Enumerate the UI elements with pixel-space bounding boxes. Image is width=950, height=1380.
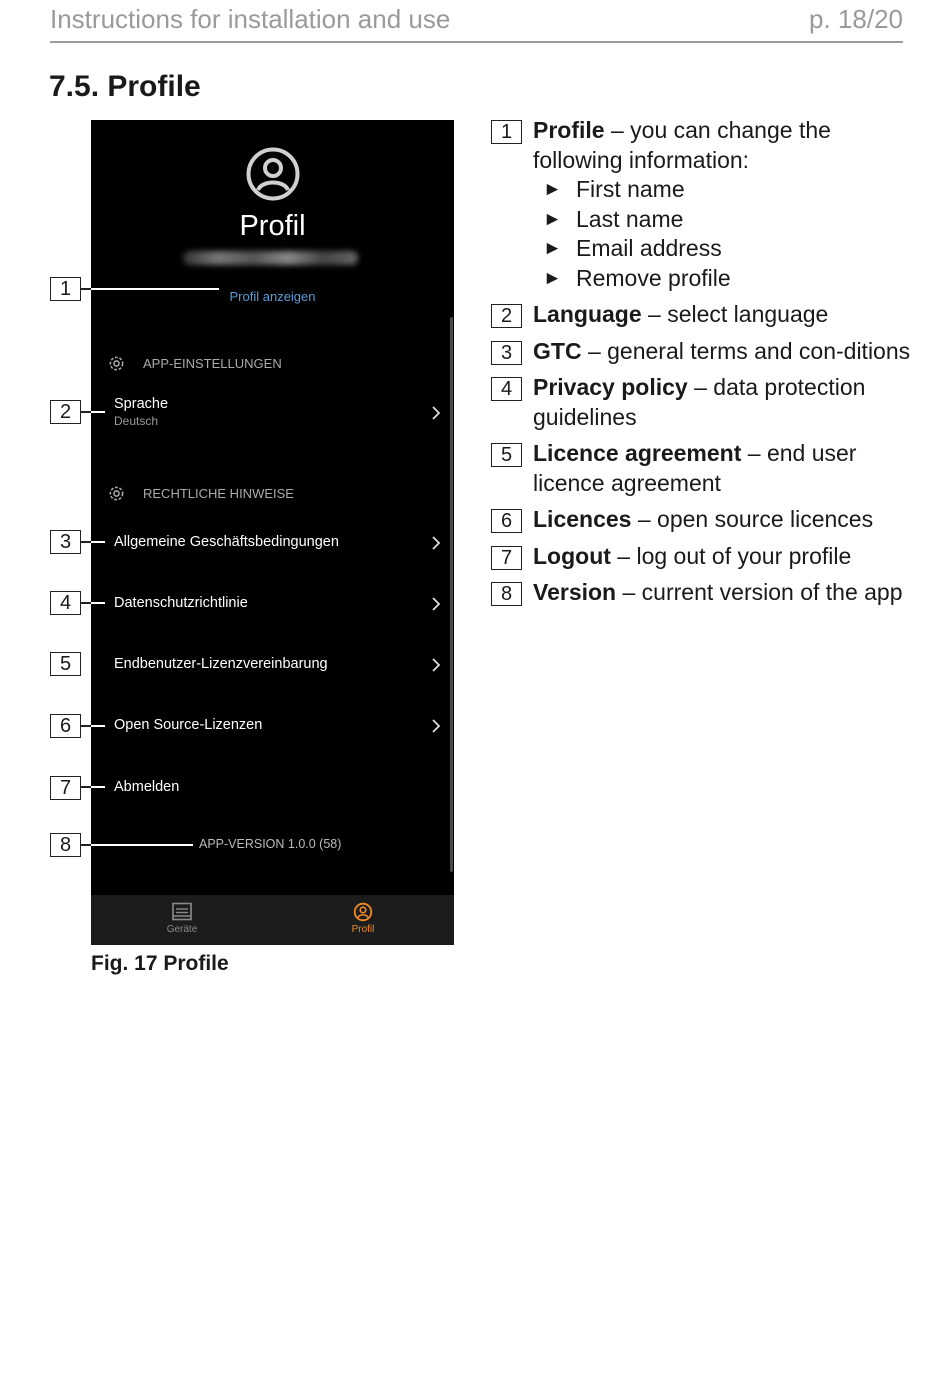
description-number: 7: [491, 546, 522, 570]
description-term: Licences: [533, 506, 632, 532]
chevron-right-icon: [431, 536, 441, 550]
figure-caption: Fig. 17 Profile: [91, 952, 229, 975]
description-item: [491, 578, 911, 608]
description-item: [491, 373, 911, 432]
list-item: ► Remove profile: [533, 264, 911, 294]
bullet-arrow-icon: ►: [543, 267, 562, 289]
description-text: – log out of your profile: [610, 542, 852, 569]
language-row[interactable]: [114, 396, 444, 428]
description-text: – open source licences: [631, 506, 874, 532]
description-term: GTC: [533, 337, 582, 364]
chevron-right-icon: [431, 719, 441, 733]
description-number: 5: [491, 443, 522, 467]
legal-section: [107, 484, 294, 503]
callout-7: 7: [50, 776, 81, 800]
app-settings-label: APP-EINSTELLUNGEN: [143, 356, 282, 371]
scrollbar[interactable]: [450, 317, 453, 872]
callout-5: 5: [50, 652, 81, 676]
list-item: ► Last name: [533, 205, 911, 235]
callout-line-1-inner: [91, 288, 219, 290]
chevron-right-icon: [431, 597, 441, 611]
description-text: – end user licence agreement: [533, 440, 857, 496]
description-term: Logout: [533, 542, 611, 569]
chevron-right-icon: [431, 658, 441, 672]
bottom-tab-bar: [91, 895, 454, 945]
callout-line-4-inner: [91, 602, 105, 604]
description-number: 8: [491, 582, 522, 606]
profile-fields-list: [533, 175, 911, 293]
tab-devices-label: Geräte: [166, 924, 198, 935]
page-number: p. 18/20: [809, 4, 903, 34]
licence-agreement-row[interactable]: Endbenutzer-Lizenzvereinbarung: [114, 656, 328, 672]
description-item: [491, 542, 911, 572]
description-number: 1: [491, 120, 522, 144]
legal-label: RECHTLICHE HINWEISE: [143, 486, 294, 501]
chevron-right-icon: [431, 406, 441, 420]
app-version: APP-VERSION 1.0.0 (58): [199, 837, 342, 851]
logout-row[interactable]: Abmelden: [114, 779, 180, 795]
description-text: – select language: [641, 301, 829, 327]
bullet-arrow-icon: ►: [543, 238, 562, 259]
description-item: [491, 337, 911, 367]
bullet-arrow-icon: ►: [543, 179, 562, 200]
open-source-licences-row[interactable]: Open Source-Lizenzen: [114, 717, 263, 733]
profile-icon: [353, 902, 373, 922]
callout-3: 3: [50, 530, 81, 554]
description-text: – general terms and con-ditions: [581, 337, 911, 364]
description-list: [491, 116, 911, 615]
tab-profile[interactable]: [323, 902, 403, 935]
tab-devices[interactable]: [142, 902, 222, 935]
gtc-row[interactable]: Allgemeine Geschäftsbedingungen: [114, 534, 339, 550]
callout-line-6-inner: [91, 725, 105, 727]
description-number: 4: [491, 377, 522, 401]
language-label: Sprache: [114, 396, 169, 412]
description-text: – data protection guidelines: [533, 374, 866, 430]
devices-icon: [171, 902, 193, 922]
callout-line-8-inner: [91, 844, 193, 846]
description-term: Privacy policy: [533, 374, 688, 400]
description-item: [491, 300, 911, 330]
gear-icon: [107, 354, 126, 373]
callout-line-2-inner: [91, 411, 105, 413]
header-divider: [50, 41, 903, 43]
user-avatar-icon: [246, 147, 300, 201]
description-item: [491, 505, 911, 535]
section-title: 7.5. Profile: [49, 70, 201, 103]
callout-4: 4: [50, 591, 81, 615]
description-number: 2: [491, 304, 522, 328]
list-item: ► Email address: [533, 234, 911, 264]
callout-line-3-inner: [91, 541, 105, 543]
bullet-arrow-icon: ►: [543, 208, 562, 230]
show-profile-link[interactable]: Profil anzeigen: [229, 289, 316, 304]
privacy-policy-row[interactable]: Datenschutzrichtlinie: [114, 595, 248, 611]
description-item: [491, 116, 911, 293]
description-term: Profile: [533, 117, 605, 143]
callout-2: 2: [50, 400, 81, 424]
description-text: – you can change the following information:: [533, 117, 831, 173]
gear-icon: [107, 484, 126, 503]
profile-title: Profil: [239, 210, 306, 242]
description-term: Language: [533, 301, 642, 327]
description-term: Licence agreement: [533, 440, 742, 466]
language-value: Deutsch: [114, 414, 159, 428]
description-item: [491, 439, 911, 498]
description-number: 6: [491, 509, 522, 533]
list-item: ► First name: [533, 175, 911, 205]
description-term: Version: [533, 579, 617, 605]
callout-6: 6: [50, 714, 81, 738]
callout-8: 8: [50, 833, 81, 857]
app-settings-section: [107, 354, 282, 373]
tab-profile-label: Profil: [351, 924, 375, 935]
document-header-title: Instructions for installation and use: [50, 4, 451, 34]
app-screenshot: [91, 120, 454, 945]
description-number: 3: [491, 341, 522, 365]
description-text: – current version of the app: [616, 579, 903, 605]
blurred-email: [183, 251, 358, 265]
callout-1: 1: [50, 277, 81, 301]
callout-line-7-inner: [91, 786, 105, 788]
